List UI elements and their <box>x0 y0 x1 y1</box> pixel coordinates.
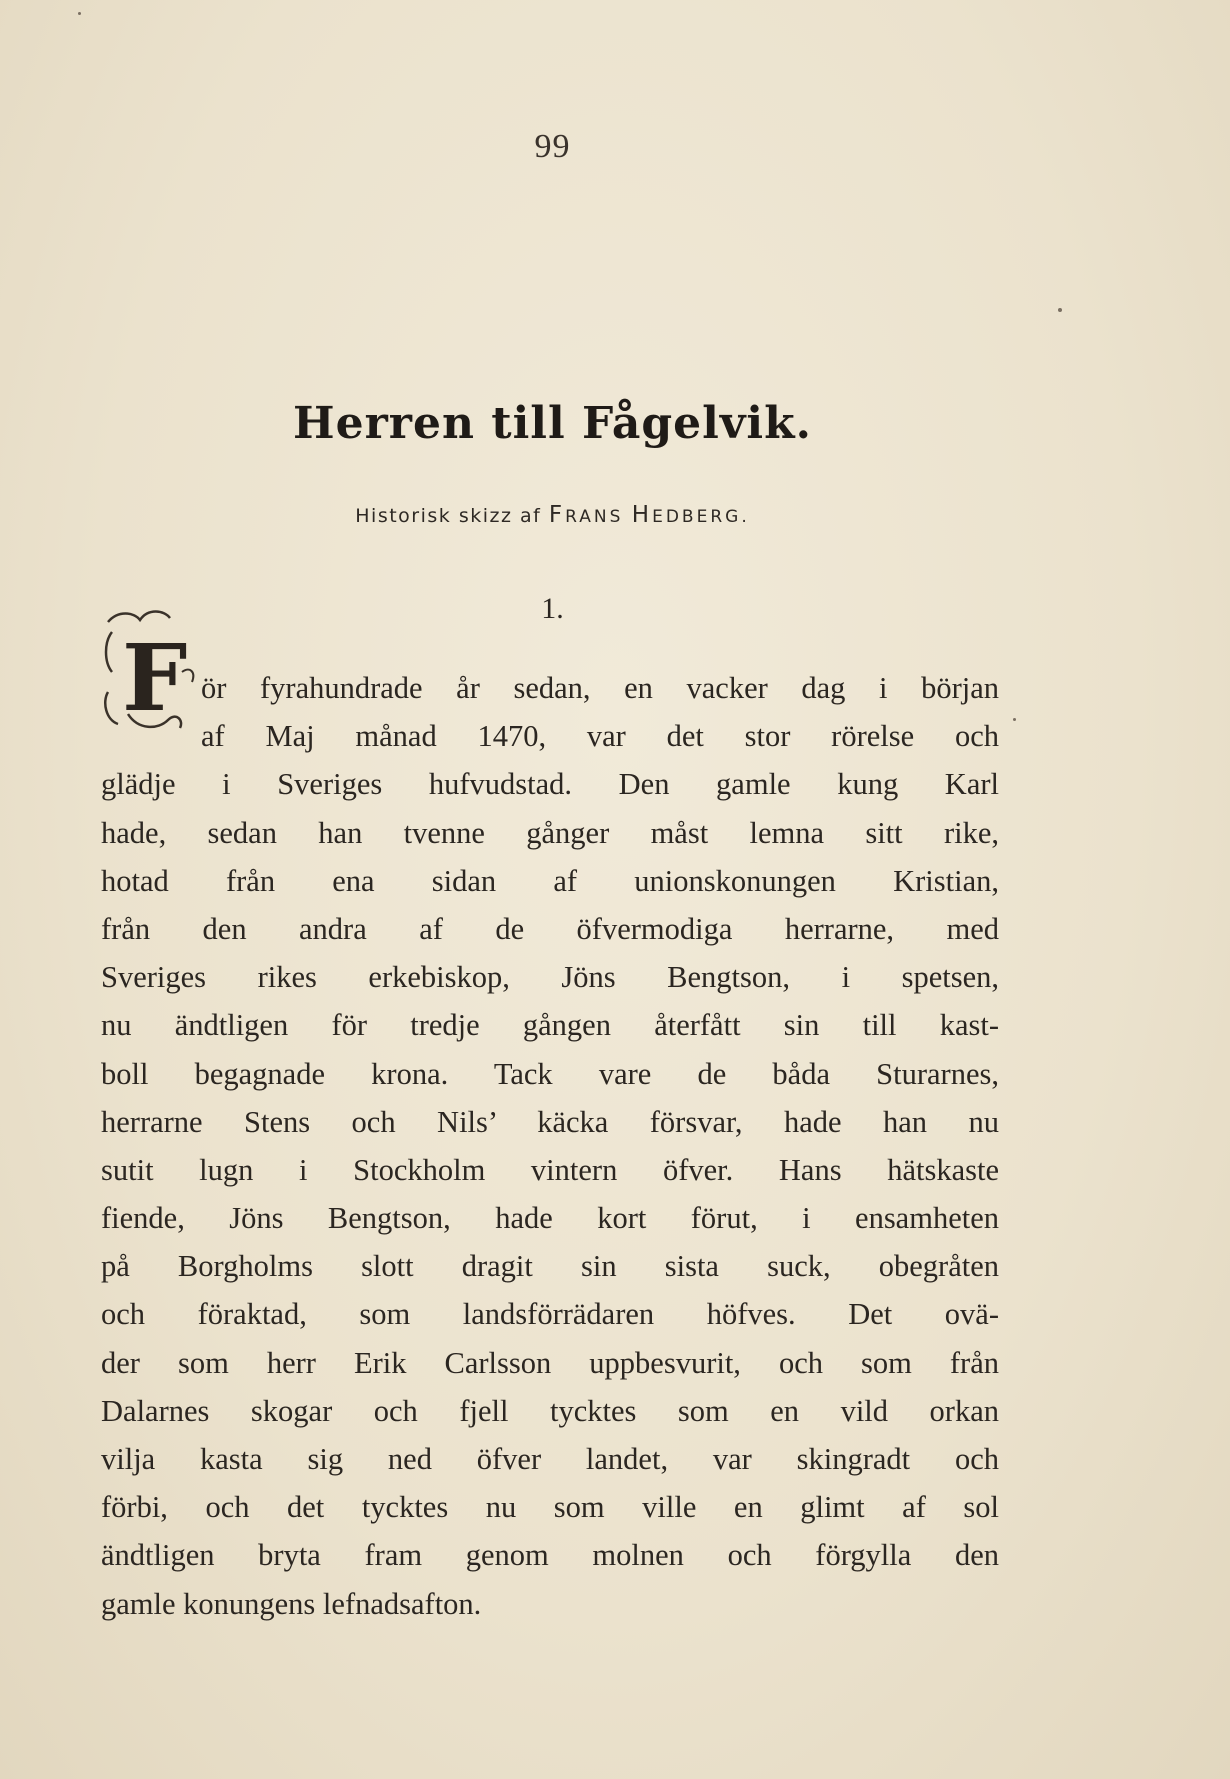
text-line: fiende, Jöns Bengtson, hade kort förut, i ensamheten <box>101 1201 999 1236</box>
paper-speck <box>78 12 81 15</box>
section-number: 1. <box>541 592 564 625</box>
text-line: och föraktad, som landsförrädaren höfves. Det ovä- <box>101 1297 999 1332</box>
subtitle <box>0 502 1105 528</box>
text-line: der som herr Erik Carlsson uppbesvurit, och som från <box>101 1345 999 1380</box>
text-line: Dalarnes skogar och fjell tycktes som en vild orkan <box>101 1393 999 1428</box>
text-line: af Maj månad 1470, var det stor rörelse och <box>201 719 999 754</box>
paper-speck <box>1013 718 1016 721</box>
body-text <box>101 664 999 1628</box>
text-line: gamle konungens lefnadsafton. <box>101 1586 482 1621</box>
author-first-initial: F <box>548 502 566 528</box>
text-line: nu ändtligen för tredje gången återfått sin till kast- <box>101 1008 999 1043</box>
text-line: Sveriges rikes erkebiskop, Jöns Bengtson, i spetsen, <box>101 960 999 995</box>
text-line: herrarne Stens och Nils’ käcka försvar, hade han nu <box>101 1104 999 1139</box>
text-line: hade, sedan han tvenne gånger måst lemna sitt rike, <box>101 815 999 850</box>
drop-cap-letter: F <box>122 624 188 732</box>
text-line: glädje i Sveriges hufvudstad. Den gamle kung Karl <box>101 767 999 802</box>
paper-speck <box>1058 308 1062 312</box>
page-number: 99 <box>534 128 571 165</box>
author-last-initial: H <box>631 502 653 528</box>
author-name <box>548 502 750 528</box>
text-line: boll begagnade krona. Tack vare de båda Sturarnes, <box>101 1056 999 1091</box>
text-line: från den andra af de öfvermodiga herrarne, med <box>101 911 999 946</box>
text-line: ändtligen bryta fram genom molnen och förgylla den <box>101 1538 999 1573</box>
author-first-rest: RANS <box>565 507 624 527</box>
text-line: hotad från ena sidan af unionskonungen Kristian, <box>101 863 999 898</box>
text-line: sutit lugn i Stockholm vintern öfver. Hans hätskaste <box>101 1152 999 1187</box>
chapter-title: Herren till Fågelvik. <box>293 398 812 449</box>
text-line: ör fyrahundrade år sedan, en vacker dag i början <box>201 671 999 705</box>
text-line: vilja kasta sig ned öfver landet, var skingradt och <box>101 1442 999 1476</box>
text-line: förbi, och det tycktes nu som ville en glimt af sol <box>101 1490 999 1525</box>
author-last-rest: EDBERG. <box>652 507 750 527</box>
text-line: på Borgholms slott dragit sin sista suck, obegråten <box>101 1249 999 1284</box>
subtitle-prefix: Historisk skizz af <box>355 505 542 527</box>
